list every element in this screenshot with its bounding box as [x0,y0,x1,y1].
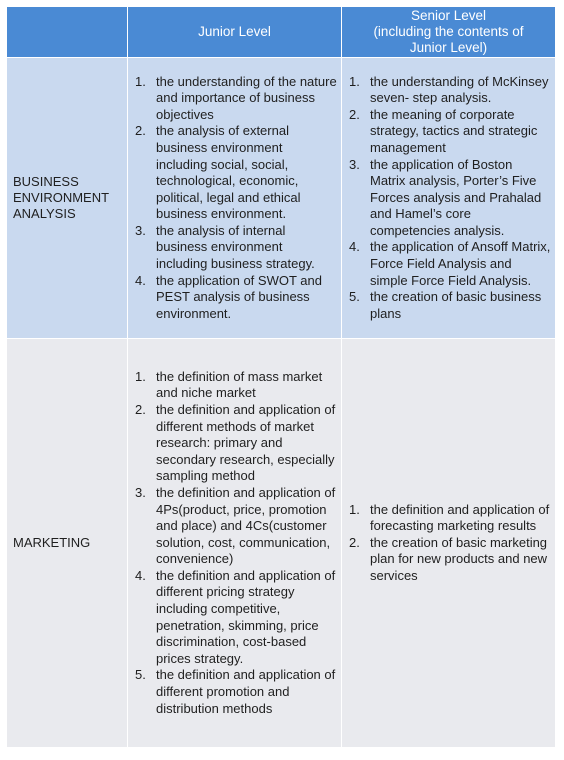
header-junior-label: Junior Level [198,24,271,39]
list-item-text: the definition and application of different pricing strategy including competitive, penetration, skimming, price discrimination, cost-based prices strategy. [156,567,336,666]
row-label-line-2: ENVIRONMENT [13,190,110,205]
list-item [342,535,551,585]
junior-list-business-environment [128,74,341,323]
row-label-business-environment [7,58,128,339]
list-item [128,568,337,668]
list-item [128,74,337,124]
list-item-text: the understanding of the nature and importance of business objectives [156,73,337,122]
list-item-text: the creation of basic business plans [370,289,542,321]
list-number: 3. [135,222,146,238]
list-item [128,485,337,568]
senior-cell-business-environment [342,58,556,339]
list-item-text: the application of Boston Matrix analysis, Porter’s Five Forces analysis and Prahalad and Hamel’s core competencies analysis. [370,156,542,238]
header-senior-line-3: Junior Level) [409,40,488,55]
list-item [128,369,337,402]
list-item [128,223,337,273]
junior-cell-business-environment [128,58,342,339]
list-item-text: the application of SWOT and PEST analysis of business environment. [156,272,322,321]
list-item-text: the definition and application of different methods of market research: primary and secondary research, especially sampling method [156,401,336,484]
list-item [128,402,337,485]
list-number: 1. [349,501,360,517]
list-number: 5. [135,667,146,683]
list-number: 4. [349,239,360,255]
list-number: 1. [135,368,146,384]
list-item [128,667,337,717]
senior-list-marketing [342,502,555,585]
table-header-row [7,7,556,58]
senior-cell-marketing [342,339,556,748]
header-senior-line-1: Senior Level [410,8,487,23]
list-item-text: the analysis of internal business environment including business strategy. [156,222,315,272]
list-item-text: the understanding of McKinsey seven- step analysis. [370,73,549,106]
list-item-text: the analysis of external business environment including social, social, technological, economic, political, legal and ethical business environment. [156,123,301,222]
list-item-text: the application of Ansoff Matrix, Force Field Analysis and simple Force Field Analysis. [370,239,551,288]
row-label-line-3: ANALYSIS [13,206,76,221]
list-item-text: the definition of mass market and niche market [156,368,323,401]
list-number: 5. [349,289,360,305]
senior-list-business-environment [342,74,555,323]
list-item [342,74,551,107]
header-senior-label [342,8,555,56]
list-item-text: the definition and application of 4Ps(product, price, promotion and place) and 4Cs(customer solution, cost, communication, convenience) [156,484,336,567]
list-number: 3. [349,156,360,172]
row-label-marketing [7,339,128,748]
list-number: 2. [349,534,360,550]
header-senior-line-2: (including the contents of [373,24,524,39]
list-item [342,289,551,322]
row-label-line-1: BUSINESS [13,174,79,189]
list-item-text: the meaning of corporate strategy, tactics and strategic management [370,106,538,155]
header-junior-cell [128,7,342,58]
list-item-text: the definition and application of forecasting marketing results [370,501,550,534]
header-senior-cell [342,7,556,58]
list-item [342,502,551,535]
table-row-business-environment [7,58,556,339]
row-label-line-1: MARKETING [13,535,91,550]
list-number: 3. [135,484,146,500]
list-item [128,123,337,223]
list-number: 2. [349,106,360,122]
list-number: 2. [135,401,146,417]
list-item-text: the definition and application of different promotion and distribution methods [156,667,336,716]
list-item [128,273,337,323]
junior-list-marketing [128,369,341,717]
list-item [342,239,551,289]
table-row-marketing [7,339,556,748]
list-number: 4. [135,272,146,288]
list-number: 4. [135,567,146,583]
list-number: 1. [135,73,146,89]
header-corner-cell [7,7,128,58]
syllabus-table [6,6,556,748]
list-item [342,157,551,240]
list-number: 2. [135,123,146,139]
list-item [342,107,551,157]
list-number: 1. [349,73,360,89]
list-item-text: the creation of basic marketing plan for new products and new services [370,534,548,583]
junior-cell-marketing [128,339,342,748]
